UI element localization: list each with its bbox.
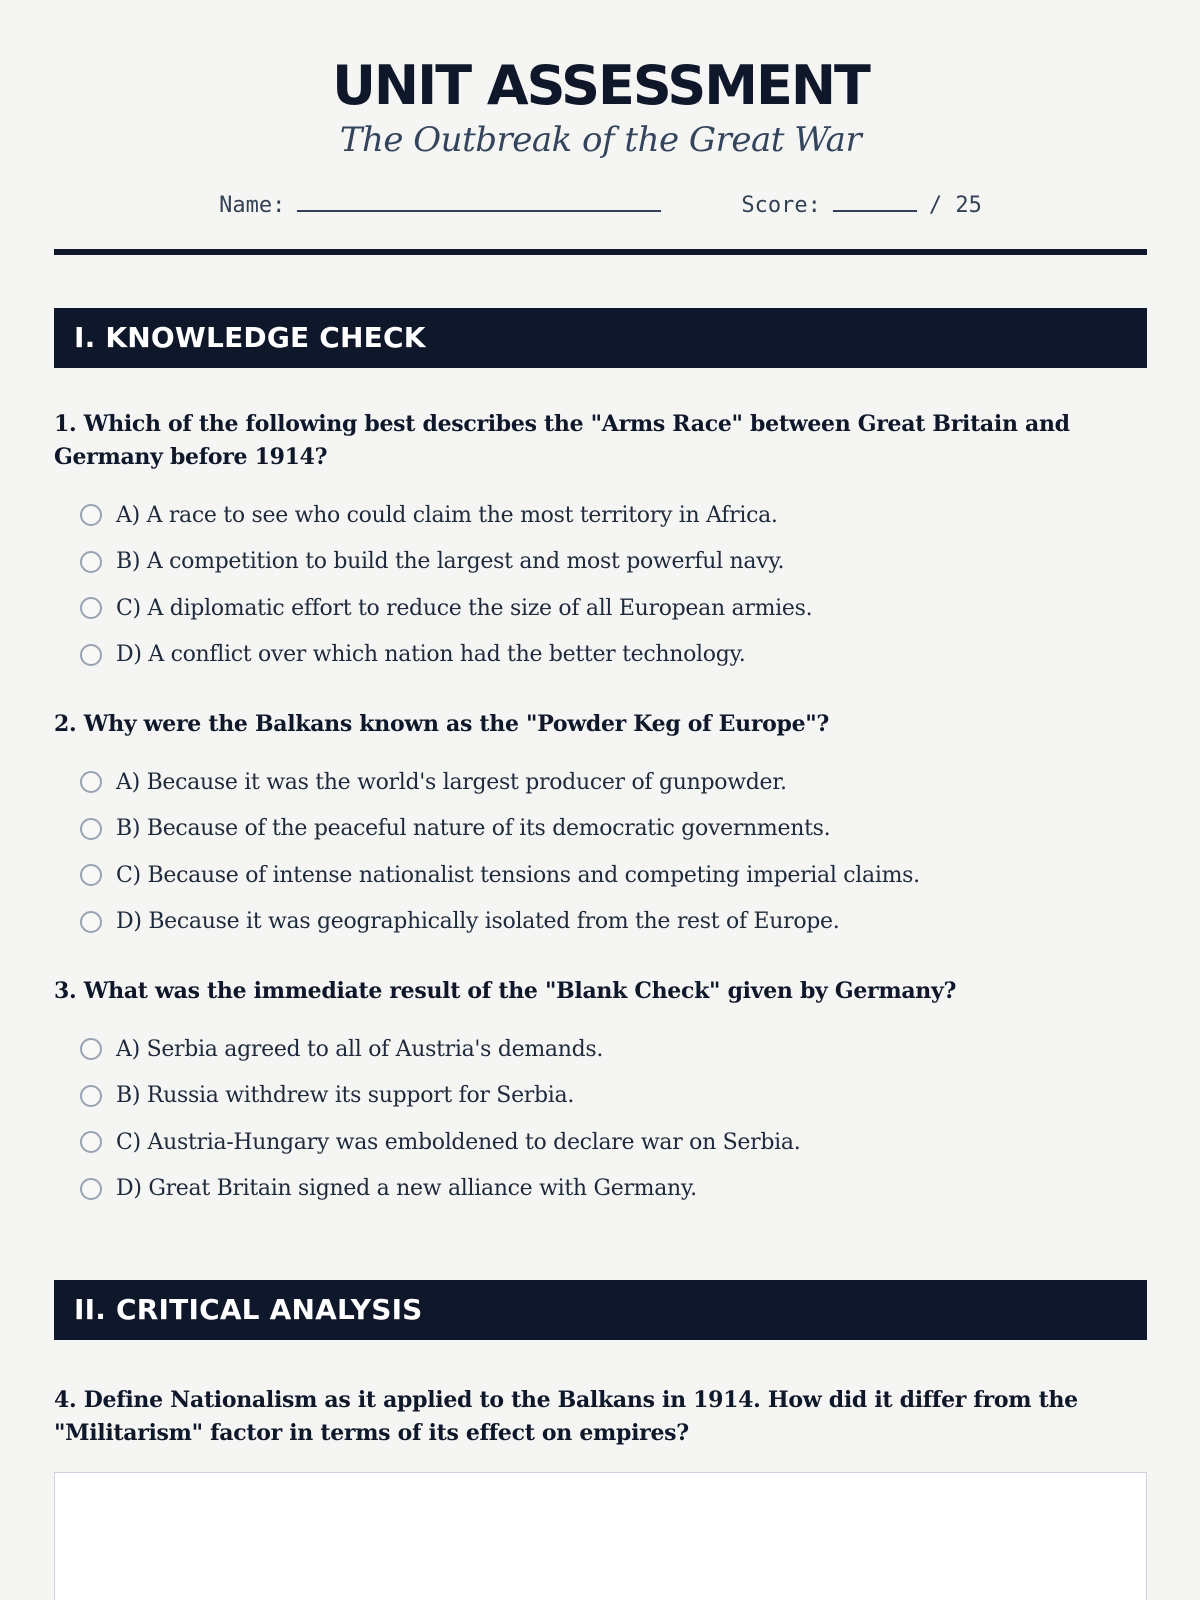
option-label: A) A race to see who could claim the most territory in Africa. xyxy=(116,502,778,528)
header-divider xyxy=(54,249,1147,255)
radio-button[interactable] xyxy=(80,1038,102,1060)
page-title: UNIT ASSESSMENT xyxy=(332,54,869,117)
score-blank[interactable] xyxy=(833,190,917,212)
assessment-header xyxy=(54,0,1147,221)
question-4 xyxy=(54,1384,1147,1600)
score-total: / 25 xyxy=(928,193,982,218)
radio-button[interactable] xyxy=(80,818,102,840)
option-a[interactable] xyxy=(80,492,1147,539)
option-d[interactable] xyxy=(80,899,1147,946)
student-info xyxy=(54,190,1147,221)
option-label: D) Great Britain signed a new alliance with Germany. xyxy=(116,1176,697,1202)
option-label: C) A diplomatic effort to reduce the size of all European armies. xyxy=(116,595,813,621)
name-label: Name: xyxy=(219,193,286,218)
answer-textarea[interactable] xyxy=(54,1472,1147,1600)
option-d[interactable] xyxy=(80,1166,1147,1213)
radio-button[interactable] xyxy=(80,504,102,526)
radio-button[interactable] xyxy=(80,771,102,793)
radio-button[interactable] xyxy=(80,1085,102,1107)
option-b[interactable] xyxy=(80,806,1147,853)
question-text: 2. Why were the Balkans known as the "Powder Keg of Europe"? xyxy=(54,711,830,737)
radio-button[interactable] xyxy=(80,1131,102,1153)
question-2 xyxy=(54,708,1147,945)
option-c[interactable] xyxy=(80,585,1147,632)
option-d[interactable] xyxy=(80,632,1147,679)
name-field xyxy=(219,190,661,221)
option-c[interactable] xyxy=(80,1119,1147,1166)
question-text: 3. What was the immediate result of the "Blank Check" given by Germany? xyxy=(54,978,957,1004)
name-blank[interactable] xyxy=(297,190,661,212)
score-field xyxy=(741,190,981,221)
option-label: B) Because of the peaceful nature of its democratic governments. xyxy=(116,816,831,842)
option-c[interactable] xyxy=(80,852,1147,899)
answer-options xyxy=(54,1026,1147,1212)
option-label: A) Serbia agreed to all of Austria's demands. xyxy=(116,1036,604,1062)
section-knowledge-check-header: I. KNOWLEDGE CHECK xyxy=(54,308,1147,368)
radio-button[interactable] xyxy=(80,644,102,666)
answer-options xyxy=(54,759,1147,945)
option-label: D) Because it was geographically isolated from the rest of Europe. xyxy=(116,909,840,935)
score-label: Score: xyxy=(741,193,821,218)
radio-button[interactable] xyxy=(80,1178,102,1200)
option-b[interactable] xyxy=(80,539,1147,586)
question-text: 4. Define Nationalism as it applied to the Balkans in 1914. How did it differ from the "Militarism" factor in terms of its effect on empires? xyxy=(54,1387,1078,1446)
radio-button[interactable] xyxy=(80,911,102,933)
radio-button[interactable] xyxy=(80,864,102,886)
option-label: C) Austria-Hungary was emboldened to declare war on Serbia. xyxy=(116,1129,801,1155)
option-a[interactable] xyxy=(80,1026,1147,1073)
option-a[interactable] xyxy=(80,759,1147,806)
option-label: B) Russia withdrew its support for Serbia. xyxy=(116,1083,575,1109)
section-critical-analysis-header: II. CRITICAL ANALYSIS xyxy=(54,1280,1147,1340)
question-1 xyxy=(54,408,1147,678)
assessment-page xyxy=(54,0,1147,1600)
radio-button[interactable] xyxy=(80,597,102,619)
option-label: D) A conflict over which nation had the better technology. xyxy=(116,642,746,668)
answer-options xyxy=(54,492,1147,678)
option-label: C) Because of intense nationalist tensions and competing imperial claims. xyxy=(116,862,920,888)
option-label: A) Because it was the world's largest producer of gunpowder. xyxy=(116,769,787,795)
question-text: 1. Which of the following best describes the "Arms Race" between Great Britain and Germany before 1914? xyxy=(54,411,1070,470)
radio-button[interactable] xyxy=(80,551,102,573)
page-subtitle: The Outbreak of the Great War xyxy=(339,120,862,160)
option-label: B) A competition to build the largest and most powerful navy. xyxy=(116,549,785,575)
option-b[interactable] xyxy=(80,1073,1147,1120)
question-3 xyxy=(54,975,1147,1212)
